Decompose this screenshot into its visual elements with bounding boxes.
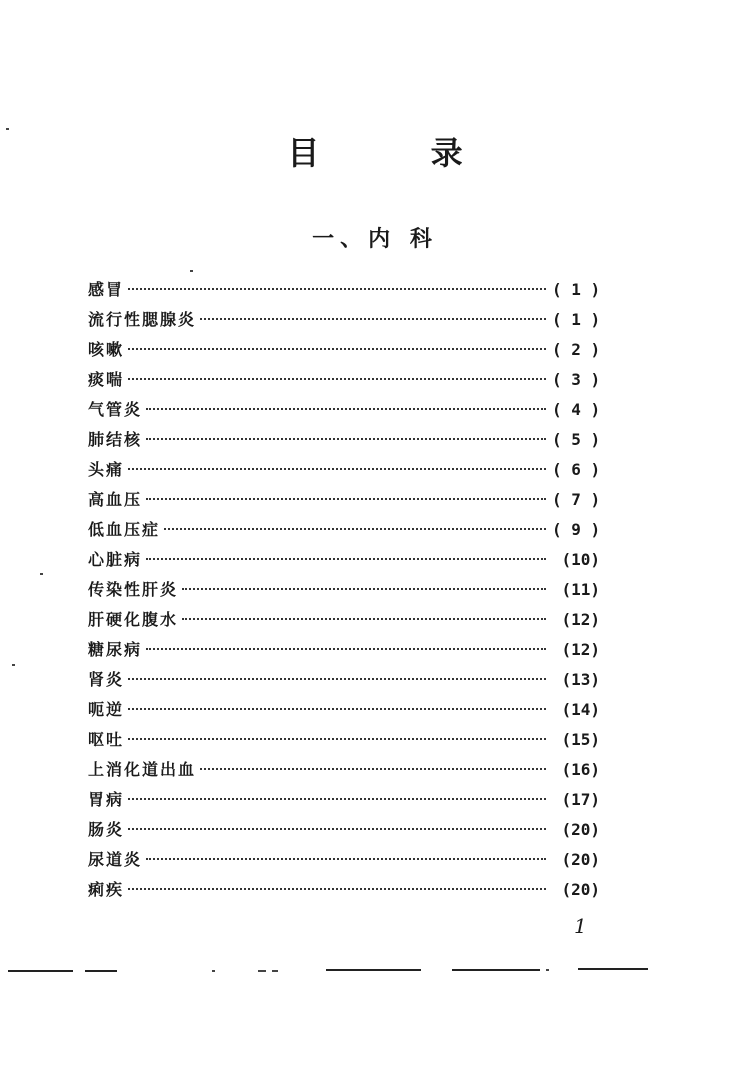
toc-entry[interactable]	[88, 785, 600, 815]
toc-entry[interactable]	[88, 575, 600, 605]
toc-entry[interactable]	[88, 695, 600, 725]
dot-leader	[146, 558, 546, 560]
toc-entry-title: 传染性肝炎	[88, 580, 179, 599]
toc-entry-page: (20)	[561, 850, 600, 869]
dot-leader	[128, 288, 546, 290]
toc-entry[interactable]	[88, 455, 600, 485]
toc-entry[interactable]	[88, 845, 600, 875]
scan-artifact-dot	[258, 970, 266, 972]
toc-entry-title: 心脏病	[88, 550, 143, 569]
dot-leader	[182, 588, 546, 590]
dot-leader	[128, 708, 546, 710]
toc-entry[interactable]	[88, 875, 600, 905]
section-heading: 一、内 科	[312, 226, 438, 252]
toc-entry-page: ( 4 )	[552, 400, 601, 419]
toc-entry-title: 呃逆	[88, 700, 125, 719]
toc-entry-title: 尿道炎	[88, 850, 143, 869]
toc-entry-page: (15)	[561, 730, 600, 749]
dot-leader	[128, 828, 546, 830]
toc-entry[interactable]	[88, 545, 600, 575]
scan-artifact-dot	[12, 664, 15, 666]
toc-entry[interactable]	[88, 635, 600, 665]
toc-entry-page: ( 5 )	[552, 430, 601, 449]
dot-leader	[146, 648, 546, 650]
toc-entry-title: 咳嗽	[88, 340, 125, 359]
dot-leader	[128, 678, 546, 680]
dot-leader	[146, 858, 546, 860]
toc-entry[interactable]	[88, 755, 600, 785]
toc-entry-page: ( 1 )	[552, 310, 601, 329]
page-title: 目 录	[287, 134, 513, 172]
toc-entry-page: (20)	[561, 880, 600, 899]
toc-entry[interactable]	[88, 305, 600, 335]
toc-entry-page: ( 2 )	[552, 340, 601, 359]
toc-entry-page: (20)	[561, 820, 600, 839]
toc-entry[interactable]	[88, 365, 600, 395]
dot-leader	[128, 378, 546, 380]
toc-entry[interactable]	[88, 275, 600, 305]
toc-entry-page: ( 1 )	[552, 280, 601, 299]
toc-entry-title: 肾炎	[88, 670, 125, 689]
page-number: 1	[574, 914, 587, 938]
dot-leader	[128, 468, 546, 470]
scan-artifact-line	[85, 970, 117, 972]
scan-artifact-line	[326, 969, 421, 971]
toc-entry-title: 肝硬化腹水	[88, 610, 179, 629]
toc-entry-title: 呕吐	[88, 730, 125, 749]
toc-entry-title: 胃病	[88, 790, 125, 809]
dot-leader	[128, 348, 546, 350]
toc-entry-page: (12)	[561, 640, 600, 659]
toc-entry-page: (17)	[561, 790, 600, 809]
toc-entry-page: ( 7 )	[552, 490, 601, 509]
dot-leader	[182, 618, 546, 620]
toc-entry-title: 流行性腮腺炎	[88, 310, 197, 329]
scan-artifact-line	[452, 969, 540, 971]
toc-entry[interactable]	[88, 335, 600, 365]
toc-entry-title: 痢疾	[88, 880, 125, 899]
scan-artifact-line	[578, 968, 648, 970]
toc-entry[interactable]	[88, 395, 600, 425]
scan-artifact-dot	[40, 573, 43, 575]
toc-entry-title: 感冒	[88, 280, 125, 299]
toc-entry-title: 痰喘	[88, 370, 125, 389]
toc-entry-title: 低血压症	[88, 520, 161, 539]
dot-leader	[128, 888, 546, 890]
toc-entry-page: (16)	[561, 760, 600, 779]
toc-entry-page: (14)	[561, 700, 600, 719]
table-of-contents	[88, 275, 600, 905]
dot-leader	[164, 528, 546, 530]
toc-entry-title: 肠炎	[88, 820, 125, 839]
toc-entry[interactable]	[88, 605, 600, 635]
dot-leader	[146, 408, 546, 410]
toc-entry[interactable]	[88, 815, 600, 845]
toc-entry-title: 上消化道出血	[88, 760, 197, 779]
toc-entry-page: (11)	[561, 580, 600, 599]
toc-entry-page: (12)	[561, 610, 600, 629]
toc-entry-title: 糖尿病	[88, 640, 143, 659]
toc-entry-page: (10)	[561, 550, 600, 569]
toc-entry-title: 气管炎	[88, 400, 143, 419]
scan-artifact-dot	[546, 969, 549, 971]
dot-leader	[128, 738, 546, 740]
scan-artifact-dot	[190, 270, 193, 272]
scan-artifact-line	[8, 970, 73, 972]
toc-entry-title: 肺结核	[88, 430, 143, 449]
toc-entry[interactable]	[88, 725, 600, 755]
toc-entry[interactable]	[88, 665, 600, 695]
toc-entry-page: ( 6 )	[552, 460, 601, 479]
dot-leader	[200, 768, 546, 770]
toc-entry[interactable]	[88, 485, 600, 515]
toc-entry[interactable]	[88, 425, 600, 455]
scan-artifact-dot	[212, 970, 215, 972]
scan-artifact-dot	[6, 128, 9, 130]
dot-leader	[146, 498, 546, 500]
toc-entry-page: ( 9 )	[552, 520, 601, 539]
scan-artifact-dot	[272, 970, 278, 972]
toc-entry[interactable]	[88, 515, 600, 545]
toc-entry-title: 头痛	[88, 460, 125, 479]
dot-leader	[128, 798, 546, 800]
toc-entry-page: (13)	[561, 670, 600, 689]
dot-leader	[200, 318, 546, 320]
toc-entry-title: 高血压	[88, 490, 143, 509]
dot-leader	[146, 438, 546, 440]
toc-entry-page: ( 3 )	[552, 370, 601, 389]
